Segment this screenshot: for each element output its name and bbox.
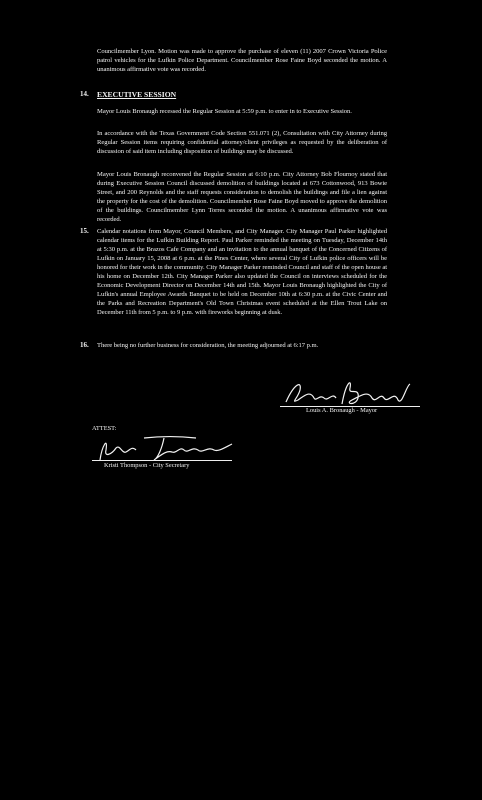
item-16-paragraph: There being no further business for consideration, the meeting adjourned at 6:17 p.m. — [97, 342, 319, 349]
item-14-paragraph-2: In accordance with the Texas Government Code Section 551.071 (2), Consultation with City Attorney during Regular Session items requiring confidential attorney/client privileges as requested by the deliberation of discussion of said item including disposition of buildings may be discussed. — [97, 130, 387, 155]
item-14-paragraph-3: Mayor Louis Bronaugh reconvened the Regular Session at 6:10 p.m. City Attorney Bob Flournoy stated that during Executive Session Council discussed demolition of buildings located at 673 Cottonwood, 913 Bowie Street, and 200 Reynolds and the staff requests consideration to demolish the buildings and file a lien against the property for the cost of the demolition. Councilmember Rose Faine Boyd moved to approve the demolition of the buildings. Councilmember Lynn Torres seconded the motion. A unanimous affirmative vote was recorded. — [97, 171, 387, 223]
city-secretary-signature-line — [92, 460, 232, 461]
mayor-name-title: Louis A. Bronaugh - Mayor — [306, 407, 378, 414]
city-secretary-name-title: Kristi Thompson - City Secretary — [104, 462, 190, 469]
item-14-number: 14. — [80, 90, 89, 98]
executive-session-heading: EXECUTIVE SESSION — [97, 90, 177, 99]
item-15-paragraph: Calendar notations from Mayor, Council Members, and City Manager. City Manager Paul Parker highlighted calendar items for the Lufkin Building Report. Paul Parker reminded the meeting on Tuesday, December 14th at 5:30 p.m. at the Brazos Cafe Company and an invitation to the annual banquet of the Concerned Citizens of Lufkin on January 15, 2008 at 6 p.m. at the Pines Center, where several City of Lufkin police officers will be honored for their work in the community. City Manager Parker reminded Council and staff of the open house at his home on December 12th. City Manager Parker also updated the Council on interviews scheduled for the Economic Development Director on December 14th and 15th. Mayor Louis Bronaugh highlighted the City of Lufkin's annual Employee Awards Banquet to be held on December 10th at 6:30 p.m. at the Civic Center and the Parks and Recreation Department's Old Town Christmas event scheduled at the Ellen Trout Lake on December 11th from 5 p.m. to 9 p.m. with fireworks beginning at dusk. — [97, 228, 387, 316]
top-paragraph: Councilmember Lyon. Motion was made to approve the purchase of eleven (11) 2007 Crown Victoria Police patrol vehicles for the Lufkin Police Department. Councilmember Rose Faine Boyd seconded the motion. A unanimous affirmative vote was recorded. — [97, 48, 387, 73]
attest-label: ATTEST: — [92, 425, 117, 432]
mayor-signature — [280, 376, 420, 410]
item-14-paragraph-1: Mayor Louis Bronaugh recessed the Regular Session at 5:59 p.m. to enter in to Executive Session. — [97, 108, 352, 115]
item-15-number: 15. — [80, 227, 89, 235]
item-16-number: 16. — [80, 341, 89, 349]
